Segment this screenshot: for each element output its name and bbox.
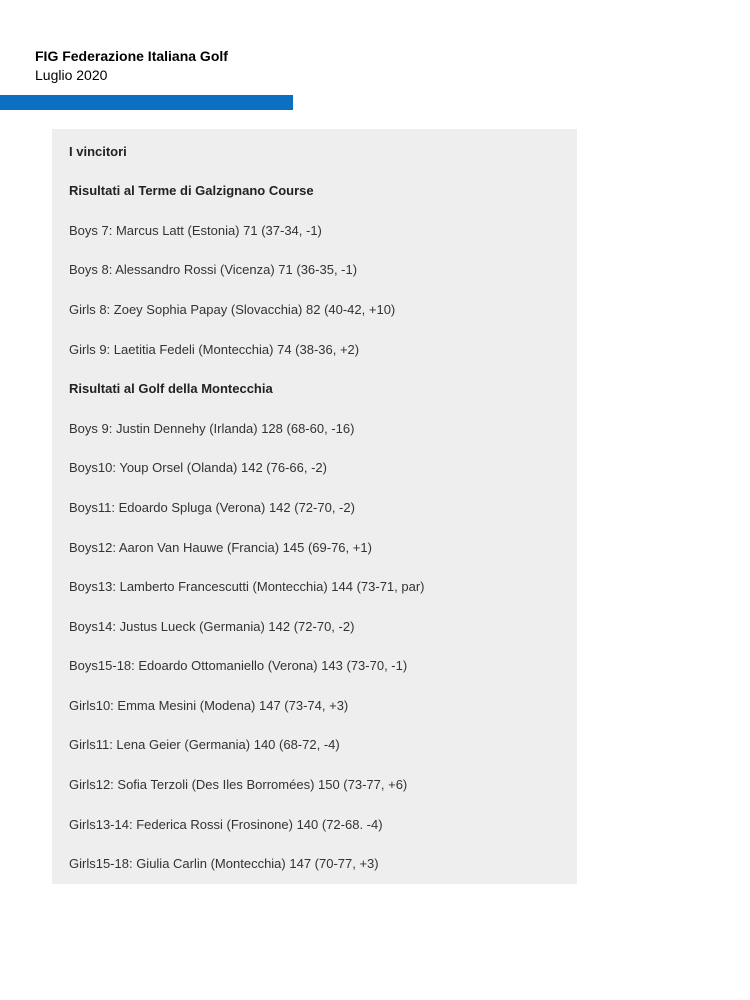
result-line: Girls15-18: Giulia Carlin (Montecchia) 147 (70-77, +3) [69, 856, 379, 871]
result-line: Boys12: Aaron Van Hauwe (Francia) 145 (69-76, +1) [69, 540, 372, 555]
result-line: Boys 7: Marcus Latt (Estonia) 71 (37-34, -1) [69, 223, 322, 238]
result-line: Boys15-18: Edoardo Ottomaniello (Verona) 143 (73-70, -1) [69, 658, 408, 673]
document-date: Luglio 2020 [35, 67, 108, 83]
result-line: Girls12: Sofia Terzoli (Des Iles Borromées) 150 (73-77, +6) [69, 777, 408, 792]
panel-title: I vincitori [69, 144, 127, 159]
result-line: Boys 8: Alessandro Rossi (Vicenza) 71 (36-35, -1) [69, 262, 358, 277]
result-line: Boys14: Justus Lueck (Germania) 142 (72-70, -2) [69, 619, 355, 634]
results-panel [52, 129, 577, 884]
result-line: Girls11: Lena Geier (Germania) 140 (68-72, -4) [69, 737, 340, 752]
result-line: Girls10: Emma Mesini (Modena) 147 (73-74, +3) [69, 698, 349, 713]
document-header [35, 47, 228, 85]
organization-name: FIG Federazione Italiana Golf [35, 48, 228, 64]
result-line: Boys11: Edoardo Spluga (Verona) 142 (72-70, -2) [69, 500, 355, 515]
section-title-montecchia: Risultati al Golf della Montecchia [69, 381, 273, 396]
result-line: Girls 8: Zoey Sophia Papay (Slovacchia) 82 (40-42, +10) [69, 302, 396, 317]
result-line: Boys13: Lamberto Francescutti (Montecchia) 144 (73-71, par) [69, 579, 425, 594]
result-line: Girls13-14: Federica Rossi (Frosinone) 140 (72-68. -4) [69, 817, 383, 832]
accent-bar [0, 95, 293, 110]
section-title-galzignano: Risultati al Terme di Galzignano Course [69, 183, 314, 198]
result-line: Girls 9: Laetitia Fedeli (Montecchia) 74 (38-36, +2) [69, 342, 360, 357]
result-line: Boys 9: Justin Dennehy (Irlanda) 128 (68-60, -16) [69, 421, 355, 436]
result-line: Boys10: Youp Orsel (Olanda) 142 (76-66, -2) [69, 460, 327, 475]
